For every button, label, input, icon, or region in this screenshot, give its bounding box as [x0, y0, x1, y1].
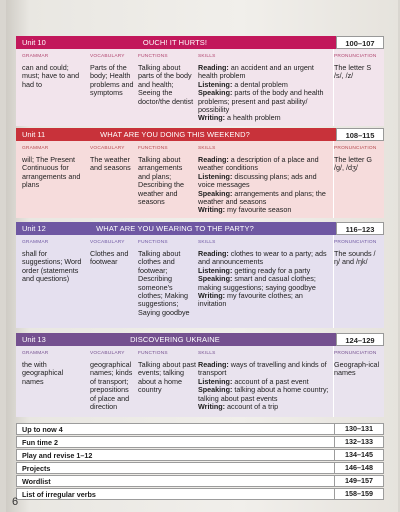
pronunciation-cell: Geograph-ical names: [334, 360, 380, 378]
extra-label: Wordlist: [22, 477, 51, 486]
extra-row-fun-time: [16, 436, 384, 448]
pronunciation-cell: The letter G /g/, /dʒ/: [334, 155, 372, 173]
skill-line: Listening: getting ready for a party: [198, 265, 311, 275]
skills-header: SKILLS: [198, 240, 216, 245]
skills-header: SKILLS: [198, 54, 216, 59]
grammar-header: GRAMMAR: [22, 240, 49, 245]
pronunciation-header: PRONUNCIATION: [334, 351, 377, 356]
unit-label: Unit 12: [22, 224, 46, 233]
extra-pages: 130–131: [334, 423, 383, 435]
extra-pages: 158–159: [334, 488, 383, 500]
extras-list: [16, 423, 384, 501]
skill-line: Listening: account of a past event: [198, 376, 309, 386]
unit-pages: 124–129: [336, 333, 384, 346]
pronunciation-header: PRONUNCIATION: [334, 54, 377, 59]
vocabulary-header: VOCABULARY: [90, 351, 125, 356]
pronunciation-header: PRONUNCIATION: [334, 240, 377, 245]
unit-label: Unit 11: [22, 130, 46, 139]
extra-pages: 132–133: [334, 436, 383, 448]
skill-line: Speaking: arrangements and plans; the weather and seasons: [198, 188, 326, 207]
pronunciation-header: PRONUNCIATION: [334, 146, 377, 151]
functions-cell: Talking about clothes and footwear; Describing someone's clothes; Making suggestions; Saying goodbye: [138, 249, 190, 317]
vocabulary-cell: Parts of the body; Health problems and symptoms: [90, 63, 134, 98]
skill-line: Listening: a dental problem: [198, 79, 288, 89]
unit-title: WHAT ARE YOU DOING THIS WEEKEND?: [100, 130, 250, 139]
skill-line: Writing: a health problem: [198, 113, 281, 123]
unit-title: WHAT ARE YOU WEARING TO THE PARTY?: [96, 224, 254, 233]
grammar-cell: will; The Present Continuous for arrangements and plans: [22, 155, 81, 190]
grammar-cell: can and could; must; have to and had to: [22, 63, 80, 89]
skill-line: Writing: my favourite season: [198, 205, 292, 215]
vocabulary-cell: geographical names; kinds of transport; prepositions of place and direction: [90, 360, 133, 412]
vocabulary-header: VOCABULARY: [90, 240, 125, 245]
skills-cell: [198, 64, 330, 123]
extra-label: Projects: [22, 464, 51, 473]
extra-label: Fun time 2: [22, 438, 58, 447]
functions-cell: Talking about past events; talking about a home country: [138, 360, 196, 395]
extra-row-wordlist: [16, 475, 384, 487]
unit-header: [16, 128, 384, 141]
extra-label: Play and revise 1–12: [22, 451, 93, 460]
extra-row-play-and-revise: [16, 449, 384, 461]
page-number: 6: [12, 496, 19, 508]
skill-line: Speaking: talking about a home country; talking about past events: [198, 385, 329, 403]
vocabulary-cell: Clothes and footwear: [90, 249, 129, 267]
functions-header: FUNCTIONS: [138, 240, 168, 245]
unit-pages: 100–107: [336, 36, 384, 49]
skill-line: Reading: clothes to wear to a party; ads and announcements: [198, 249, 327, 267]
vocabulary-header: VOCABULARY: [90, 146, 125, 151]
skill-line: Writing: account of a trip: [198, 402, 279, 412]
skill-line: Writing: my favourite clothes; an invitation: [198, 291, 303, 309]
skill-line: Speaking: smart and casual clothes; making suggestions; saying goodbye: [198, 274, 316, 292]
functions-header: FUNCTIONS: [138, 351, 168, 356]
extra-row-projects: [16, 462, 384, 474]
skill-line: Speaking: parts of the body and health problems; present and past ability/ possibility: [198, 88, 324, 115]
pronunciation-cell: The sounds /ŋ/ and /ŋk/: [334, 249, 376, 267]
functions-cell: Talking about parts of the body and health; Seeing the doctor/the dentist: [138, 63, 194, 106]
grammar-cell: the with geographical names: [22, 360, 64, 386]
extra-pages: 146–148: [334, 462, 383, 474]
functions-cell: Talking about arrangements and plans; Describing the weather and seasons: [138, 155, 184, 207]
vocabulary-header: VOCABULARY: [90, 54, 125, 59]
skills-header: SKILLS: [198, 146, 216, 151]
skills-cell: [198, 156, 330, 215]
unit-10-section: [16, 36, 384, 126]
extra-label: List of irregular verbs: [22, 490, 96, 499]
unit-title: OUCH! IT HURTS!: [142, 38, 208, 47]
functions-header: FUNCTIONS: [138, 146, 168, 151]
skill-line: Listening: discussing plans; ads and voice messages: [198, 171, 317, 190]
unit-header: [16, 36, 384, 49]
skills-cell: [198, 361, 330, 411]
extra-row-irregular-verbs: [16, 488, 384, 500]
unit-title: DISCOVERING UKRAINE: [130, 335, 220, 344]
skill-line: Reading: an accident and an urgent health problem: [198, 63, 314, 81]
grammar-header: GRAMMAR: [22, 351, 49, 356]
grammar-cell: shall for suggestions; Word order (statements and questions): [22, 249, 82, 284]
extra-pages: 149–157: [334, 475, 383, 487]
unit-header: [16, 222, 384, 235]
extra-label: Up to now 4: [22, 425, 63, 434]
skill-line: Reading: ways of travelling and kinds of transport: [198, 360, 327, 378]
extra-pages: 134–145: [334, 449, 383, 461]
unit-pages: 116–123: [336, 222, 384, 235]
unit-12-section: [16, 222, 384, 328]
skills-cell: [198, 250, 330, 309]
vocabulary-cell: The weather and seasons: [90, 155, 131, 173]
unit-label: Unit 10: [22, 38, 46, 47]
skills-header: SKILLS: [198, 351, 216, 356]
extra-row-up-to-now: [16, 423, 384, 435]
unit-13-section: [16, 333, 384, 417]
grammar-header: GRAMMAR: [22, 54, 49, 59]
unit-label: Unit 13: [22, 335, 46, 344]
unit-header: [16, 333, 384, 346]
functions-header: FUNCTIONS: [138, 54, 168, 59]
pronunciation-cell: The letter S /s/, /z/: [334, 63, 372, 81]
unit-11-section: [16, 128, 384, 218]
grammar-header: GRAMMAR: [22, 146, 49, 151]
unit-pages: 108–115: [336, 128, 384, 141]
skill-line: Reading: a description of a place and weather conditions: [198, 155, 319, 173]
